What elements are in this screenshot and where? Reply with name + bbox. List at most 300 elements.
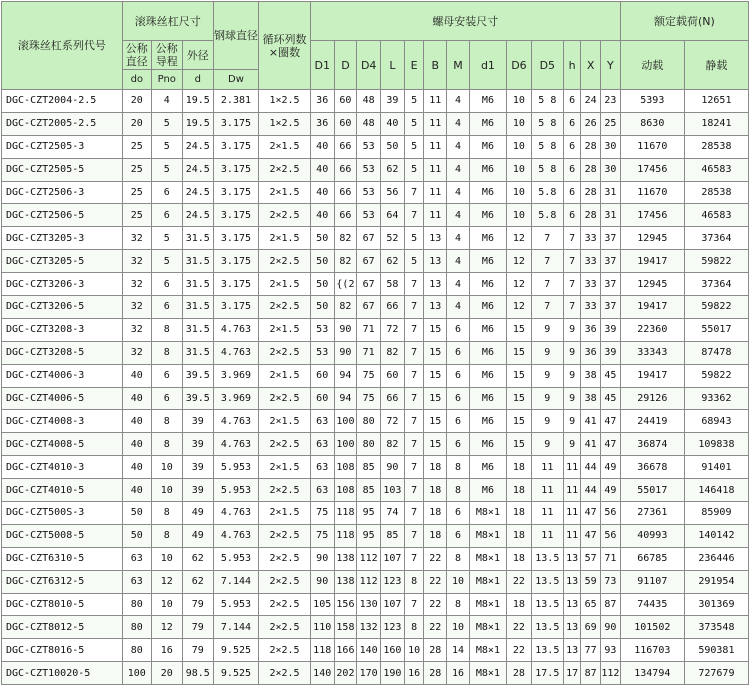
table-cell: 66	[334, 158, 357, 181]
table-cell: 5	[404, 90, 424, 113]
table-cell: 67	[357, 273, 381, 296]
symbol-pno: Pno	[151, 70, 182, 90]
table-cell: 25	[122, 204, 151, 227]
table-cell: 4	[447, 135, 470, 158]
table-cell: 37	[601, 250, 621, 273]
table-cell: 10	[151, 456, 182, 479]
table-cell: 82	[334, 296, 357, 319]
table-cell: 18	[507, 547, 532, 570]
table-cell: 13	[424, 250, 447, 273]
table-row	[2, 296, 749, 319]
table-cell: 60	[334, 90, 357, 113]
table-row	[2, 479, 749, 502]
table-cell: 4	[447, 273, 470, 296]
table-cell: M8×1	[469, 524, 506, 547]
table-cell: 5 8	[531, 135, 563, 158]
table-cell: 5	[404, 112, 424, 135]
table-cell: 10	[404, 639, 424, 662]
table-cell: 13	[563, 593, 581, 616]
table-cell: 11	[531, 456, 563, 479]
col-m-header: M	[447, 41, 470, 90]
table-cell: 10	[151, 547, 182, 570]
table-cell: 4	[447, 227, 470, 250]
table-cell: 5	[151, 135, 182, 158]
table-cell: M8×1	[469, 502, 506, 525]
table-cell: 8	[404, 570, 424, 593]
table-row	[2, 570, 749, 593]
table-cell: 90	[601, 616, 621, 639]
table-cell: 39	[182, 433, 213, 456]
table-cell: 38	[581, 387, 601, 410]
table-cell: 5.953	[213, 593, 258, 616]
table-cell: 11	[531, 524, 563, 547]
table-cell: M6	[469, 341, 506, 364]
table-cell: 13.5	[531, 616, 563, 639]
table-cell: 77	[581, 639, 601, 662]
table-cell: 10	[447, 570, 470, 593]
table-cell: 85	[357, 456, 381, 479]
table-cell: 5.953	[213, 456, 258, 479]
table-cell: 63	[310, 433, 334, 456]
table-cell: 291954	[684, 570, 748, 593]
table-cell: 100	[334, 433, 357, 456]
table-row	[2, 502, 749, 525]
table-row	[2, 273, 749, 296]
model-code-cell: DGC-CZT2506-3	[2, 181, 123, 204]
circuits-header: 循环列数×圈数	[259, 2, 311, 90]
table-cell: 9	[531, 433, 563, 456]
model-code-cell: DGC-CZT4006-3	[2, 364, 123, 387]
table-cell: 112	[601, 662, 621, 685]
table-cell: 13.5	[531, 547, 563, 570]
table-cell: 2×2.5	[259, 662, 311, 685]
table-cell: 28538	[684, 135, 748, 158]
table-cell: 12	[507, 273, 532, 296]
table-cell: 39.5	[182, 387, 213, 410]
table-cell: 18	[507, 593, 532, 616]
table-cell: 40	[310, 158, 334, 181]
table-cell: 140	[357, 639, 381, 662]
table-row	[2, 341, 749, 364]
table-cell: 82	[381, 433, 405, 456]
table-cell: 22	[507, 639, 532, 662]
table-cell: 39	[381, 90, 405, 113]
table-cell: 47	[601, 410, 621, 433]
table-cell: 87	[581, 662, 601, 685]
table-row	[2, 524, 749, 547]
table-cell: 7.144	[213, 616, 258, 639]
table-cell: 26	[581, 112, 601, 135]
table-cell: 74435	[620, 593, 684, 616]
table-cell: 28	[507, 662, 532, 685]
table-cell: 66	[334, 135, 357, 158]
table-cell: 11	[563, 479, 581, 502]
table-cell: 12945	[620, 273, 684, 296]
table-cell: 6	[563, 135, 581, 158]
table-cell: 10	[151, 593, 182, 616]
table-cell: 17456	[620, 158, 684, 181]
table-cell: 160	[381, 639, 405, 662]
table-cell: 47	[601, 433, 621, 456]
table-cell: 4	[447, 204, 470, 227]
table-cell: 15	[424, 387, 447, 410]
table-cell: 7	[531, 296, 563, 319]
table-cell: 87478	[684, 341, 748, 364]
table-cell: 5.8	[531, 181, 563, 204]
table-cell: 18241	[684, 112, 748, 135]
table-cell: 19.5	[182, 112, 213, 135]
table-cell: 46583	[684, 158, 748, 181]
table-cell: 69	[581, 616, 601, 639]
table-cell: 9	[531, 387, 563, 410]
table-cell: 13	[563, 639, 581, 662]
table-cell: 9	[531, 364, 563, 387]
table-cell: 39	[182, 479, 213, 502]
table-cell: 32	[122, 341, 151, 364]
table-row	[2, 158, 749, 181]
table-cell: 53	[357, 181, 381, 204]
table-cell: 74	[381, 502, 405, 525]
table-cell: M6	[469, 90, 506, 113]
table-cell: 6	[563, 204, 581, 227]
table-cell: M8×1	[469, 593, 506, 616]
table-cell: 40	[122, 364, 151, 387]
model-code-cell: DGC-CZT3206-3	[2, 273, 123, 296]
table-cell: 71	[357, 341, 381, 364]
table-cell: 72	[381, 410, 405, 433]
table-cell: 11	[424, 158, 447, 181]
ball-dia-header: 钢球直径	[213, 2, 258, 70]
table-cell: 2×1.5	[259, 456, 311, 479]
table-cell: 138	[334, 570, 357, 593]
table-cell: M6	[469, 250, 506, 273]
table-cell: 18	[424, 502, 447, 525]
table-cell: 31.5	[182, 318, 213, 341]
table-cell: 40	[122, 387, 151, 410]
table-cell: 18	[424, 479, 447, 502]
table-cell: 28	[581, 135, 601, 158]
table-cell: 20	[122, 90, 151, 113]
table-cell: 31.5	[182, 273, 213, 296]
table-cell: M8×1	[469, 662, 506, 685]
table-cell: 6	[447, 433, 470, 456]
table-cell: 134794	[620, 662, 684, 685]
table-cell: 18	[424, 456, 447, 479]
table-cell: 7	[404, 181, 424, 204]
table-cell: 29126	[620, 387, 684, 410]
table-cell: 32	[122, 273, 151, 296]
table-cell: 82	[381, 341, 405, 364]
table-cell: 55017	[620, 479, 684, 502]
table-cell: 132	[357, 616, 381, 639]
table-cell: 7.144	[213, 570, 258, 593]
table-cell: 85	[381, 524, 405, 547]
table-cell: 2×2.5	[259, 639, 311, 662]
table-cell: 62	[182, 547, 213, 570]
table-cell: 7	[531, 273, 563, 296]
nominal-lead-header: 公称导程	[151, 41, 182, 70]
col-d1-header: D1	[310, 41, 334, 90]
table-cell: 12	[507, 250, 532, 273]
table-cell: 6	[563, 181, 581, 204]
table-cell: 40	[122, 433, 151, 456]
table-cell: 71	[357, 318, 381, 341]
table-cell: 8	[447, 547, 470, 570]
table-cell: 11	[563, 456, 581, 479]
table-cell: 109838	[684, 433, 748, 456]
table-cell: 8	[447, 593, 470, 616]
table-cell: 12	[151, 616, 182, 639]
table-row	[2, 181, 749, 204]
table-row	[2, 135, 749, 158]
table-row	[2, 433, 749, 456]
table-cell: 5 8	[531, 112, 563, 135]
table-cell: 10	[507, 112, 532, 135]
table-cell: 2×2.5	[259, 547, 311, 570]
table-cell: 6	[151, 204, 182, 227]
table-cell: 3.175	[213, 227, 258, 250]
col-d4-header: D4	[357, 41, 381, 90]
dynamic-load-header: 动载	[620, 41, 684, 90]
table-cell: 7	[531, 227, 563, 250]
table-cell: 59	[581, 570, 601, 593]
table-cell: 39	[182, 410, 213, 433]
table-cell: 13	[424, 273, 447, 296]
table-cell: M6	[469, 387, 506, 410]
col-l-header: L	[381, 41, 405, 90]
table-cell: 5	[404, 250, 424, 273]
table-cell: 2×2.5	[259, 387, 311, 410]
table-cell: 49	[601, 456, 621, 479]
table-cell: 67	[357, 296, 381, 319]
table-cell: 39	[601, 318, 621, 341]
table-cell: 118	[334, 524, 357, 547]
table-cell: 118	[334, 502, 357, 525]
table-cell: 202	[334, 662, 357, 685]
table-cell: 2×2.5	[259, 204, 311, 227]
table-cell: 5393	[620, 90, 684, 113]
table-cell: 59822	[684, 296, 748, 319]
table-cell: M6	[469, 433, 506, 456]
table-cell: 40	[122, 479, 151, 502]
table-cell: 110	[310, 616, 334, 639]
model-code-cell: DGC-CZT8016-5	[2, 639, 123, 662]
table-cell: 22	[424, 616, 447, 639]
table-cell: 301369	[684, 593, 748, 616]
table-cell: 6	[447, 502, 470, 525]
table-cell: 67	[357, 227, 381, 250]
table-cell: 9	[563, 318, 581, 341]
table-cell: 6	[151, 296, 182, 319]
table-cell: 9	[563, 433, 581, 456]
table-cell: 80	[357, 433, 381, 456]
rated-load-header: 额定载荷(N)	[620, 2, 748, 41]
table-cell: 27361	[620, 502, 684, 525]
table-cell: 2×1.5	[259, 227, 311, 250]
table-cell: 2×2.5	[259, 616, 311, 639]
table-cell: 5 8	[531, 90, 563, 113]
col-d5-header: D5	[531, 41, 563, 90]
table-cell: 4	[447, 250, 470, 273]
table-cell: 13	[563, 616, 581, 639]
table-cell: 9.525	[213, 662, 258, 685]
table-cell: 3.175	[213, 135, 258, 158]
table-cell: 4	[447, 90, 470, 113]
table-cell: 5	[404, 135, 424, 158]
table-row	[2, 639, 749, 662]
table-row	[2, 410, 749, 433]
table-cell: 10	[151, 479, 182, 502]
table-cell: 80	[122, 593, 151, 616]
table-cell: 7	[563, 273, 581, 296]
table-cell: 11	[531, 502, 563, 525]
table-cell: 4.763	[213, 341, 258, 364]
table-cell: 12	[507, 296, 532, 319]
col-h-header: h	[563, 41, 581, 90]
table-cell: 7	[563, 296, 581, 319]
table-cell: 67	[357, 250, 381, 273]
table-cell: M6	[469, 158, 506, 181]
table-cell: 63	[122, 570, 151, 593]
table-cell: 7	[404, 410, 424, 433]
table-cell: 3.969	[213, 364, 258, 387]
table-cell: 6	[151, 387, 182, 410]
symbol-do: do	[122, 70, 151, 90]
table-cell: 101502	[620, 616, 684, 639]
table-cell: 32	[122, 318, 151, 341]
table-cell: 75	[310, 524, 334, 547]
col-e-header: E	[404, 41, 424, 90]
table-cell: 53	[310, 318, 334, 341]
table-cell: 28	[424, 662, 447, 685]
table-cell: 7	[404, 456, 424, 479]
table-cell: 11670	[620, 135, 684, 158]
table-cell: 4.763	[213, 524, 258, 547]
table-cell: 7	[531, 250, 563, 273]
outer-dia-header: 外径	[182, 41, 213, 70]
col-b-header: B	[424, 41, 447, 90]
table-cell: 4	[447, 181, 470, 204]
table-cell: 18	[507, 479, 532, 502]
table-cell: 15	[507, 341, 532, 364]
table-cell: 36678	[620, 456, 684, 479]
table-cell: 94	[334, 364, 357, 387]
table-cell: 9.525	[213, 639, 258, 662]
table-cell: 7	[404, 524, 424, 547]
table-cell: 40	[122, 456, 151, 479]
table-cell: 38	[581, 364, 601, 387]
table-cell: 49	[182, 524, 213, 547]
table-cell: 13	[563, 547, 581, 570]
table-cell: 50	[381, 135, 405, 158]
table-cell: 95	[357, 524, 381, 547]
table-cell: 75	[357, 387, 381, 410]
table-cell: 15	[424, 364, 447, 387]
table-cell: 12945	[620, 227, 684, 250]
model-code-cell: DGC-CZT4008-5	[2, 433, 123, 456]
table-cell: 5.953	[213, 547, 258, 570]
table-cell: 7	[404, 502, 424, 525]
table-cell: 112	[357, 570, 381, 593]
col-d1-thread-header: d1	[469, 41, 506, 90]
table-row	[2, 387, 749, 410]
table-cell: 36	[310, 90, 334, 113]
model-code-cell: DGC-CZT4010-3	[2, 456, 123, 479]
table-cell: 80	[122, 639, 151, 662]
table-cell: 59822	[684, 364, 748, 387]
table-cell: 28	[424, 639, 447, 662]
model-code-cell: DGC-CZT6312-5	[2, 570, 123, 593]
table-cell: 50	[310, 227, 334, 250]
table-cell: 32	[122, 227, 151, 250]
ball-screw-spec-table	[1, 1, 749, 685]
table-cell: 13	[563, 570, 581, 593]
table-cell: 118	[310, 639, 334, 662]
table-row	[2, 364, 749, 387]
table-cell: 10	[447, 616, 470, 639]
table-cell: 73	[601, 570, 621, 593]
table-cell: 80	[122, 616, 151, 639]
table-cell: 13.5	[531, 639, 563, 662]
table-cell: 11	[563, 502, 581, 525]
table-cell: 3.175	[213, 204, 258, 227]
table-cell: M6	[469, 296, 506, 319]
table-cell: 2×1.5	[259, 410, 311, 433]
table-cell: 727679	[684, 662, 748, 685]
table-cell: M6	[469, 479, 506, 502]
table-cell: 11670	[620, 181, 684, 204]
table-cell: 158	[334, 616, 357, 639]
table-cell: 41	[581, 410, 601, 433]
table-cell: 50	[310, 273, 334, 296]
model-code-cell: DGC-CZT10020-5	[2, 662, 123, 685]
table-cell: 40	[310, 135, 334, 158]
table-cell: 13	[424, 296, 447, 319]
table-cell: 6	[563, 90, 581, 113]
table-cell: 52	[381, 227, 405, 250]
table-cell: 39	[182, 456, 213, 479]
table-cell: 22	[424, 547, 447, 570]
table-cell: 31	[601, 204, 621, 227]
table-cell: 4.763	[213, 502, 258, 525]
table-cell: 5	[151, 158, 182, 181]
table-cell: 8	[151, 524, 182, 547]
table-cell: 5	[151, 250, 182, 273]
table-cell: 7	[404, 433, 424, 456]
table-cell: 7	[404, 204, 424, 227]
table-cell: M6	[469, 364, 506, 387]
model-code-cell: DGC-CZT2505-5	[2, 158, 123, 181]
table-row	[2, 456, 749, 479]
table-cell: 123	[381, 570, 405, 593]
table-cell: 2×2.5	[259, 570, 311, 593]
table-cell: 7	[563, 250, 581, 273]
table-cell: 10	[507, 158, 532, 181]
table-cell: 4.763	[213, 318, 258, 341]
table-cell: 2×2.5	[259, 341, 311, 364]
table-cell: 15	[507, 387, 532, 410]
table-cell: 8630	[620, 112, 684, 135]
table-cell: 62	[381, 158, 405, 181]
model-code-cell: DGC-CZT8012-5	[2, 616, 123, 639]
table-cell: 3.175	[213, 112, 258, 135]
table-cell: 30	[601, 135, 621, 158]
table-cell: 156	[334, 593, 357, 616]
table-cell: 5	[151, 112, 182, 135]
table-cell: 9	[563, 341, 581, 364]
table-row	[2, 112, 749, 135]
model-code-cell: DGC-CZT5008-5	[2, 524, 123, 547]
